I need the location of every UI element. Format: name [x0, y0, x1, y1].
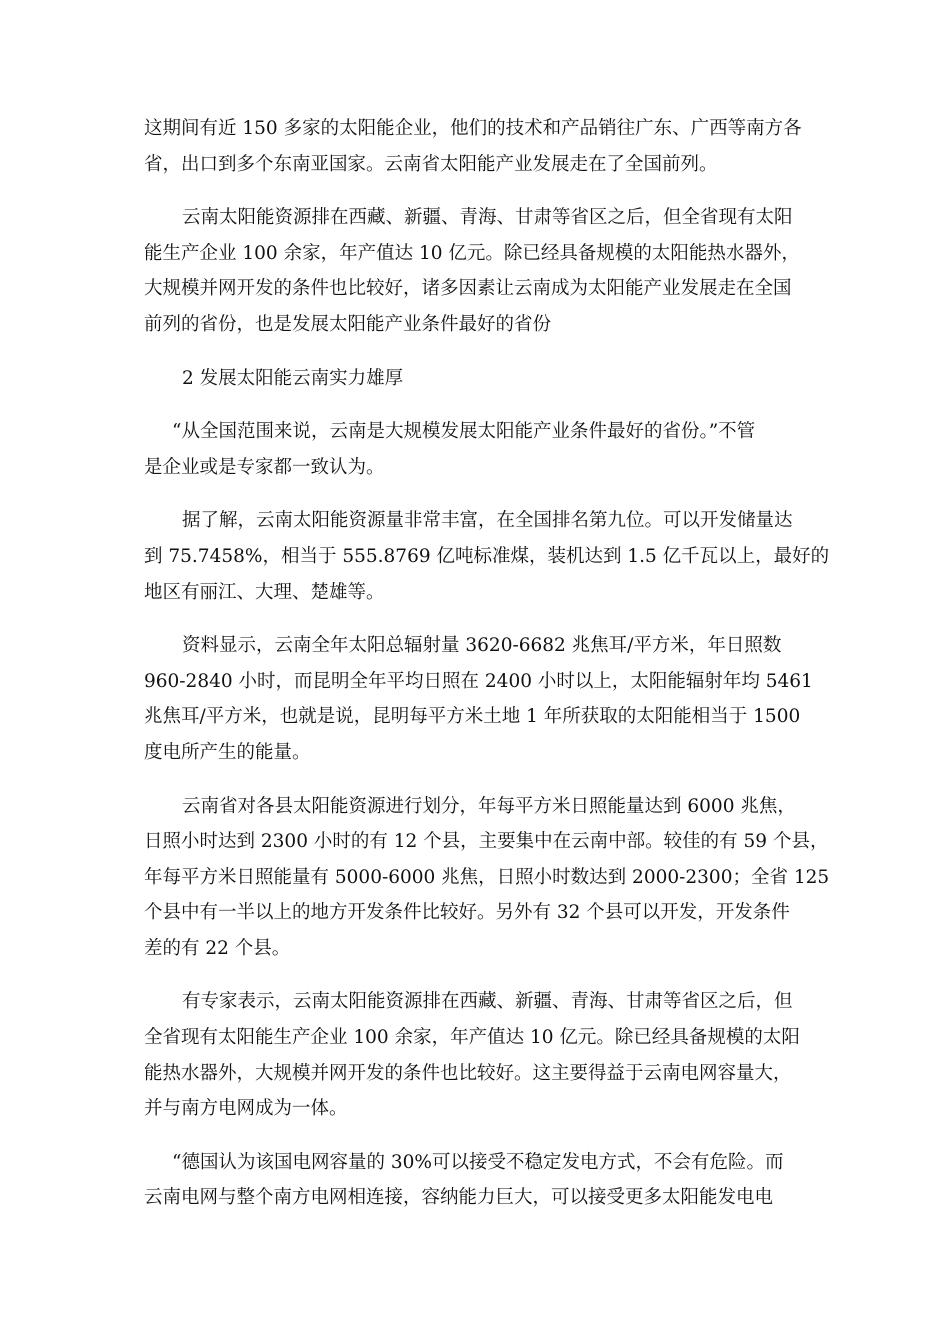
- paragraph-4: [144, 503, 830, 610]
- text-line: 能热水器外，大规模并网开发的条件也比较好。这主要得益于云南电网容量大，: [144, 1062, 792, 1084]
- text-line: 省，出口到多个东南亚国家。云南省太阳能产业发展走在了全国前列。: [144, 153, 718, 175]
- text-line: “德国认为该国电网容量的 30%可以接受不稳定发电方式，不会有危险。而: [172, 1151, 784, 1173]
- text-line: 云南省对各县太阳能资源进行划分，年每平方米日照能量达到 6000 兆焦，: [182, 795, 796, 817]
- paragraph-6: [144, 789, 830, 967]
- text-line: 度电所产生的能量。: [144, 741, 311, 763]
- paragraph-1: [144, 111, 800, 182]
- text-line: 前列的省份，也是发展太阳能产业条件最好的省份: [144, 313, 552, 335]
- text-line: 云南电网与整个南方电网相连接，容纳能力巨大，可以接受更多太阳能发电电: [144, 1187, 774, 1209]
- text-line: 据了解，云南太阳能资源量非常丰富，在全国排名第九位。可以开发储量达: [182, 510, 793, 532]
- text-line: 年每平方米日照能量有 5000-6000 兆焦，日照小时数达到 2000-2300；全省 125: [144, 866, 830, 888]
- section-heading: [144, 361, 800, 397]
- text-line: 日照小时达到 2300 小时的有 12 个县，主要集中在云南中部。较佳的有 59 个县，: [144, 831, 829, 853]
- text-line: 兆焦耳/平方米，也就是说，昆明每平方米土地 1 年所获取的太阳能相当于 1500: [144, 706, 801, 728]
- text-line: 云南太阳能资源排在西藏、新疆、青海、甘肃等省区之后，但全省现有太阳: [182, 207, 793, 229]
- text-line: 960-2840 小时，而昆明全年平均日照在 2400 小时以上，太阳能辐射年均 5461: [144, 670, 813, 692]
- text-line: 这期间有近 150 多家的太阳能企业，他们的技术和产品销往广东、广西等南方各: [144, 118, 802, 139]
- paragraph-8: [144, 1145, 800, 1216]
- text-line: 地区有丽江、大理、楚雄等。: [144, 581, 385, 603]
- paragraph-7: [144, 984, 800, 1126]
- heading-line: 2 发展太阳能云南实力雄厚: [182, 367, 404, 389]
- text-line: 个县中有一半以上的地方开发条件比较好。另外有 32 个县可以开发，开发条件: [144, 902, 790, 924]
- text-line: 并与南方电网成为一体。: [144, 1098, 348, 1120]
- paragraph-3: [144, 414, 800, 485]
- text-line: 资料显示，云南全年太阳总辐射量 3620-6682 兆焦耳/平方米，年日照数: [182, 635, 782, 657]
- text-line: 到 75.7458%，相当于 555.8769 亿吨标准煤，装机达到 1.5 亿千瓦以上，最好的: [144, 545, 830, 567]
- text-line: 大规模并网开发的条件也比较好，诸多因素让云南成为太阳能产业发展走在全国: [144, 278, 792, 300]
- text-line: 全省现有太阳能生产企业 100 余家，年产值达 10 亿元。除已经具备规模的太阳: [144, 1027, 800, 1049]
- text-line: 能生产企业 100 余家，年产值达 10 亿元。除已经具备规模的太阳能热水器外，: [144, 242, 800, 264]
- text-line: 有专家表示，云南太阳能资源排在西藏、新疆、青海、甘肃等省区之后，但: [182, 991, 793, 1013]
- text-line: “从全国范围来说，云南是大规模发展太阳能产业条件最好的省份。”不管: [172, 421, 756, 443]
- paragraph-2: [144, 200, 800, 342]
- text-line: 差的有 22 个县。: [144, 937, 291, 959]
- paragraph-5: [144, 628, 813, 770]
- text-line: 是企业或是专家都一致认为。: [144, 456, 385, 478]
